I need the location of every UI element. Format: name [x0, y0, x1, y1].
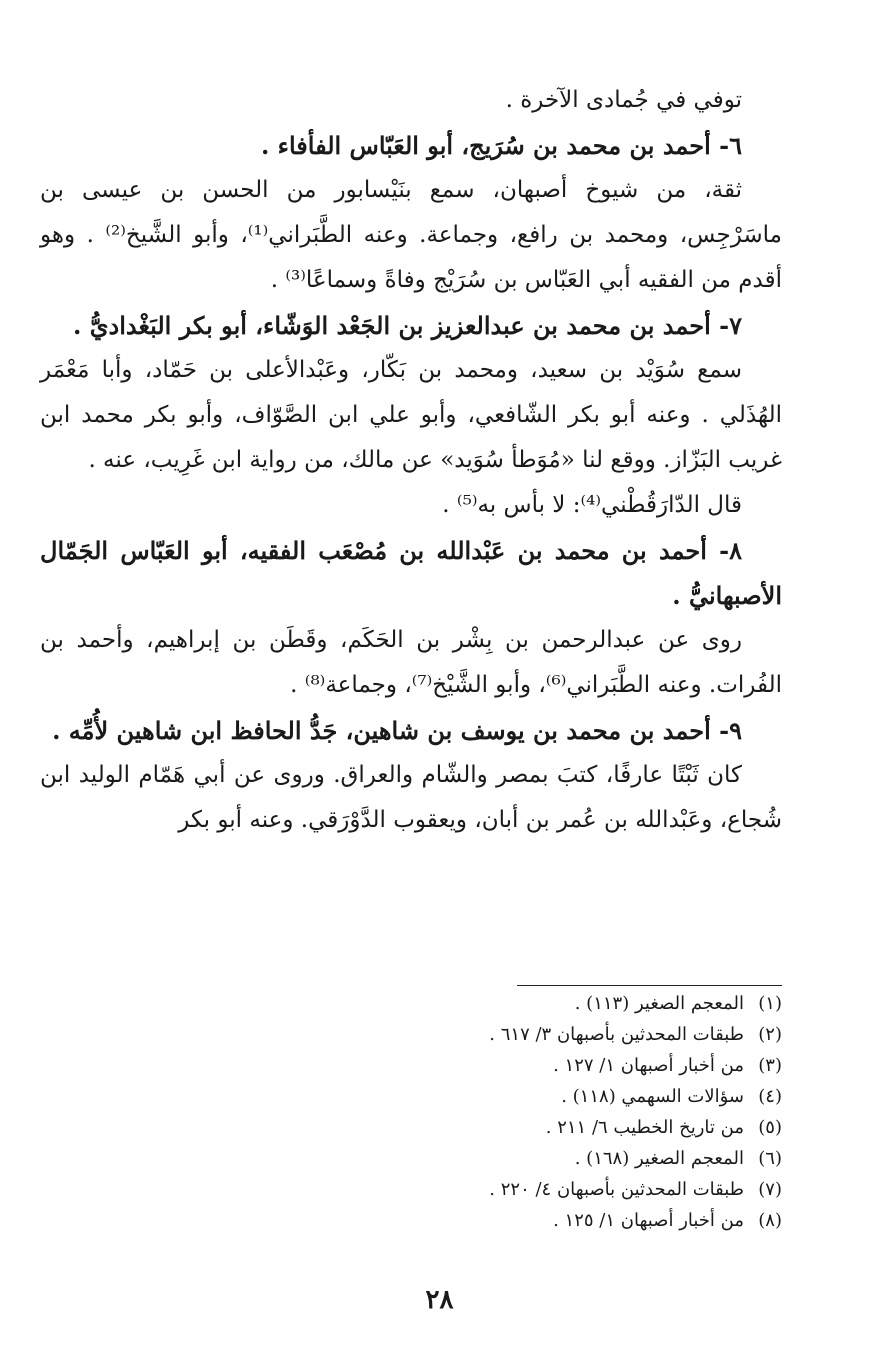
entry-6-text: ثقة، من شيوخ أصبهان، سمع بنَيْسابور من الحسن بن عيسى بن ماسَرْجِس، ومحمد بن رافع، وجماعة. وعنه الطَّبَراني⁽¹⁾، وأبو الشَّيخ⁽²⁾ . وهو أقدم من الفقيه أبي العَبّاس بن سُرَيْج وفاةً وسماعًا⁽³⁾ . [40, 177, 782, 293]
footnote [132, 1205, 782, 1236]
footnote [132, 1143, 782, 1174]
footnote [132, 1050, 782, 1081]
entry-9-heading: ٩- أحمد بن محمد بن يوسف بن شاهين، جَدُّ الحافظ ابن شاهين لأُمِّه . [52, 716, 742, 745]
footnote-text: من تاريخ الخطيب ٦/ ٢١١ . [545, 1117, 744, 1138]
footnote [132, 1019, 782, 1050]
footnote-text: سؤالات السهمي (١١٨) . [561, 1086, 744, 1107]
footnote-number: (٤) [758, 1086, 782, 1107]
footnote-number: (٨) [758, 1210, 782, 1231]
footnotes [132, 988, 782, 1236]
footnote-number: (٢) [758, 1024, 782, 1045]
entry-8-heading: ٨- أحمد بن محمد بن عَبْدالله بن مُصْعَب الفقيه، أبو العَبّاس الجَمّال الأصبهانيُّ . [40, 536, 782, 610]
footnote-text: طبقات المحدثين بأصبهان ٣/ ٦١٧ . [489, 1024, 744, 1045]
entry-7-heading: ٧- أحمد بن محمد بن عبدالعزيز بن الجَعْد الوَشّاء، أبو بكر البَغْداديُّ . [73, 311, 742, 340]
entry-7-quote: قال الدّارَقُطْني⁽⁴⁾: لا بأس به⁽⁵⁾ . [442, 492, 742, 518]
footnote-number: (٥) [758, 1117, 782, 1138]
entry-7-text: سمع سُوَيْد بن سعيد، ومحمد بن بَكّار، وعَبْدالأعلى بن حَمّاد، وأبا مَعْمَر الهُذَلي . وعنه أبو بكر الشّافعي، وأبو علي ابن الصَّوّاف، وأبو بكر محمد ابن غريب البَزّاز. ووقع لنا «مُوَطأ سُوَيد» عن مالك، من رواية ابن غَرِيب، عنه . [40, 357, 782, 473]
entry-9-text: كان ثَبْتًا عارفًا، كتبَ بمصر والشّام والعراق. وروى عن أبي هَمّام الوليد ابن شُجاع، وعَبْدالله بن عُمر بن أبان، ويعقوب الدَّوْرَقي. وعنه أبو بكر [40, 762, 782, 833]
footnote [132, 988, 782, 1019]
footnote-number: (١) [758, 993, 782, 1014]
main-text [40, 78, 782, 843]
footnote-number: (٦) [758, 1148, 782, 1169]
footnote-number: (٣) [758, 1055, 782, 1076]
footnote-text: المعجم الصغير (١١٣) . [574, 993, 744, 1014]
footnote-number: (٧) [758, 1179, 782, 1200]
footnote-text: طبقات المحدثين بأصبهان ٤/ ٢٢٠ . [489, 1179, 744, 1200]
footnote-divider [517, 985, 782, 986]
footnote [132, 1081, 782, 1112]
footnote [132, 1112, 782, 1143]
entry-8-text: روى عن عبدالرحمن بن بِشْر بن الحَكَم، وقَطَن بن إبراهيم، وأحمد بن الفُرات. وعنه الطَّبَراني⁽⁶⁾، وأبو الشَّيْخ⁽⁷⁾، وجماعة⁽⁸⁾ . [40, 627, 782, 698]
footnote [132, 1174, 782, 1205]
entry-6-heading: ٦- أحمد بن محمد بن سُرَيج، أبو العَبّاس الفأفاء . [260, 131, 742, 160]
page-number: ٢٨ [425, 1285, 454, 1315]
footnote-text: من أخبار أصبهان ١/ ١٢٥ . [553, 1210, 744, 1231]
lead-line: توفي في جُمادى الآخرة . [505, 87, 742, 113]
footnote-text: من أخبار أصبهان ١/ ١٢٧ . [553, 1055, 744, 1076]
footnote-text: المعجم الصغير (١٦٨) . [574, 1148, 744, 1169]
